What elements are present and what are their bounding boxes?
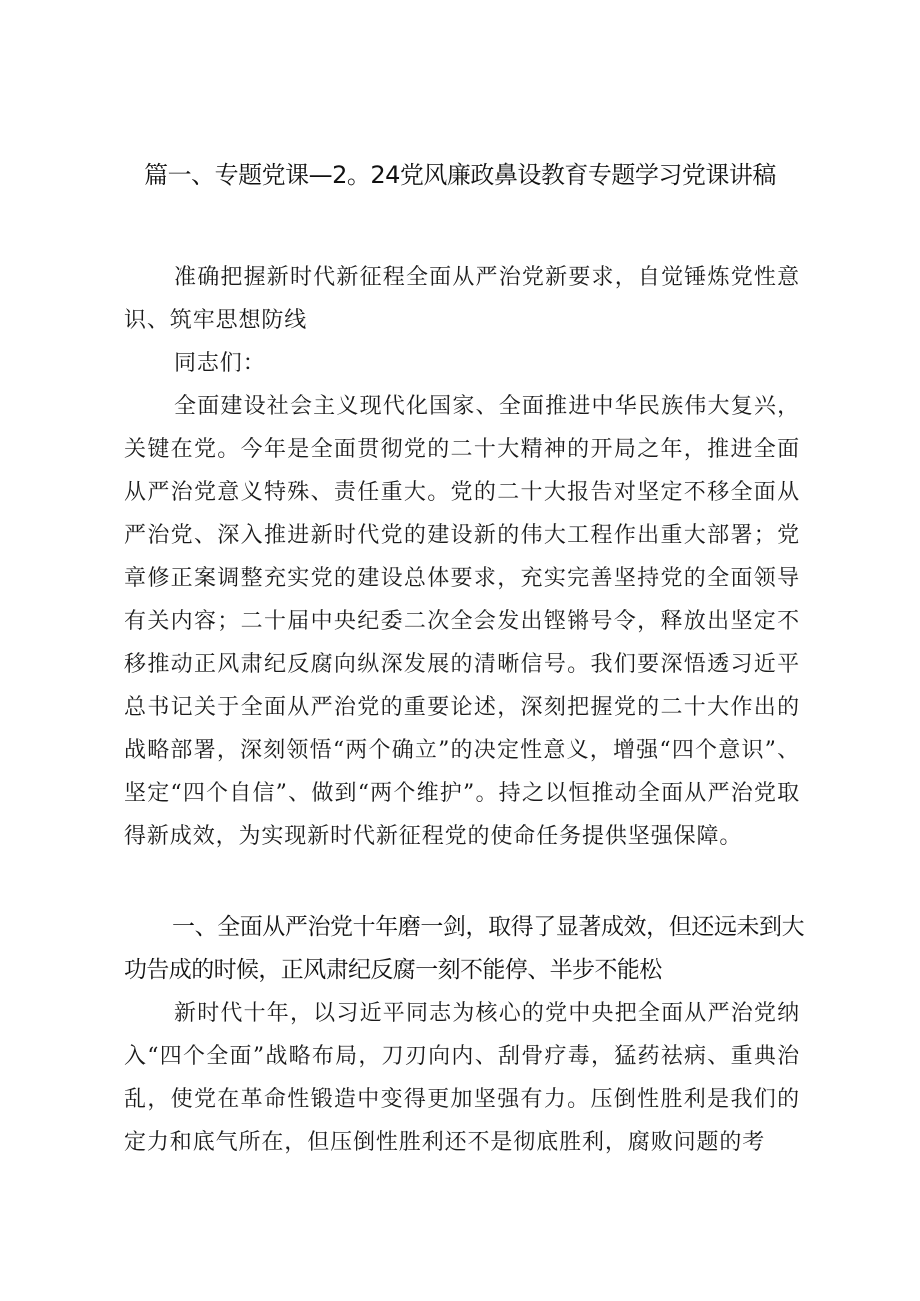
document-title: 篇一、专题党课—2。24党风廉政鼻设教育专题学习党课讲稿 [144, 161, 776, 189]
section-heading: 一、全面从严治党十年磨一剑，取得了显著成效，但还远未到大功告成的时候，正风肃纪反腐一刻不能停、半步不能松 [124, 914, 804, 983]
body-paragraph: 全面建设社会主义现代化国家、全面推进中华民族伟大复兴，关键在党。今年是全面贯彻党的二十大精神的开局之年，推进全面从严治党意义特殊、责任重大。党的二十大报告对坚定不移全面从严治党、深入推进新时代党的建设新的伟大工程作出重大部署；党章修正案调整充实党的建设总体要求，充实完善坚持党的全面领导有关内容；二十届中央纪委二次全会发出铿锵号令，释放出坚定不移推动正风肃纪反腐向纵深发展的清晰信号。我们要深悟透习近平总书记关于全面从严治党的重要论述，深刻把握党的二十大作出的战略部署，深刻领悟“两个确立”的决定性意义，增强“四个意识”、坚定“四个自信”、做到“两个维护”。持之以恒推动全面从严治党取得新成效，为实现新时代新征程党的使命任务提供坚强保障。 [124, 394, 800, 849]
greeting: 同志们： [174, 351, 266, 376]
section-paragraph: 新时代十年，以习近平同志为核心的党中央把全面从严治党纳入“四个全面”战略布局，刀刃向内、刮骨疗毒，猛药祛病、重典治乱，使党在革命性锻造中变得更加坚强有力。压倒性胜利是我们的定力和底气所在，但压倒性胜利还不是彻底胜利，腐败问题的考 [124, 1001, 800, 1155]
document-subtitle: 准确把握新时代新征程全面从严治党新要求，自觉锤炼党性意识、筑牢思想防线 [124, 265, 800, 333]
